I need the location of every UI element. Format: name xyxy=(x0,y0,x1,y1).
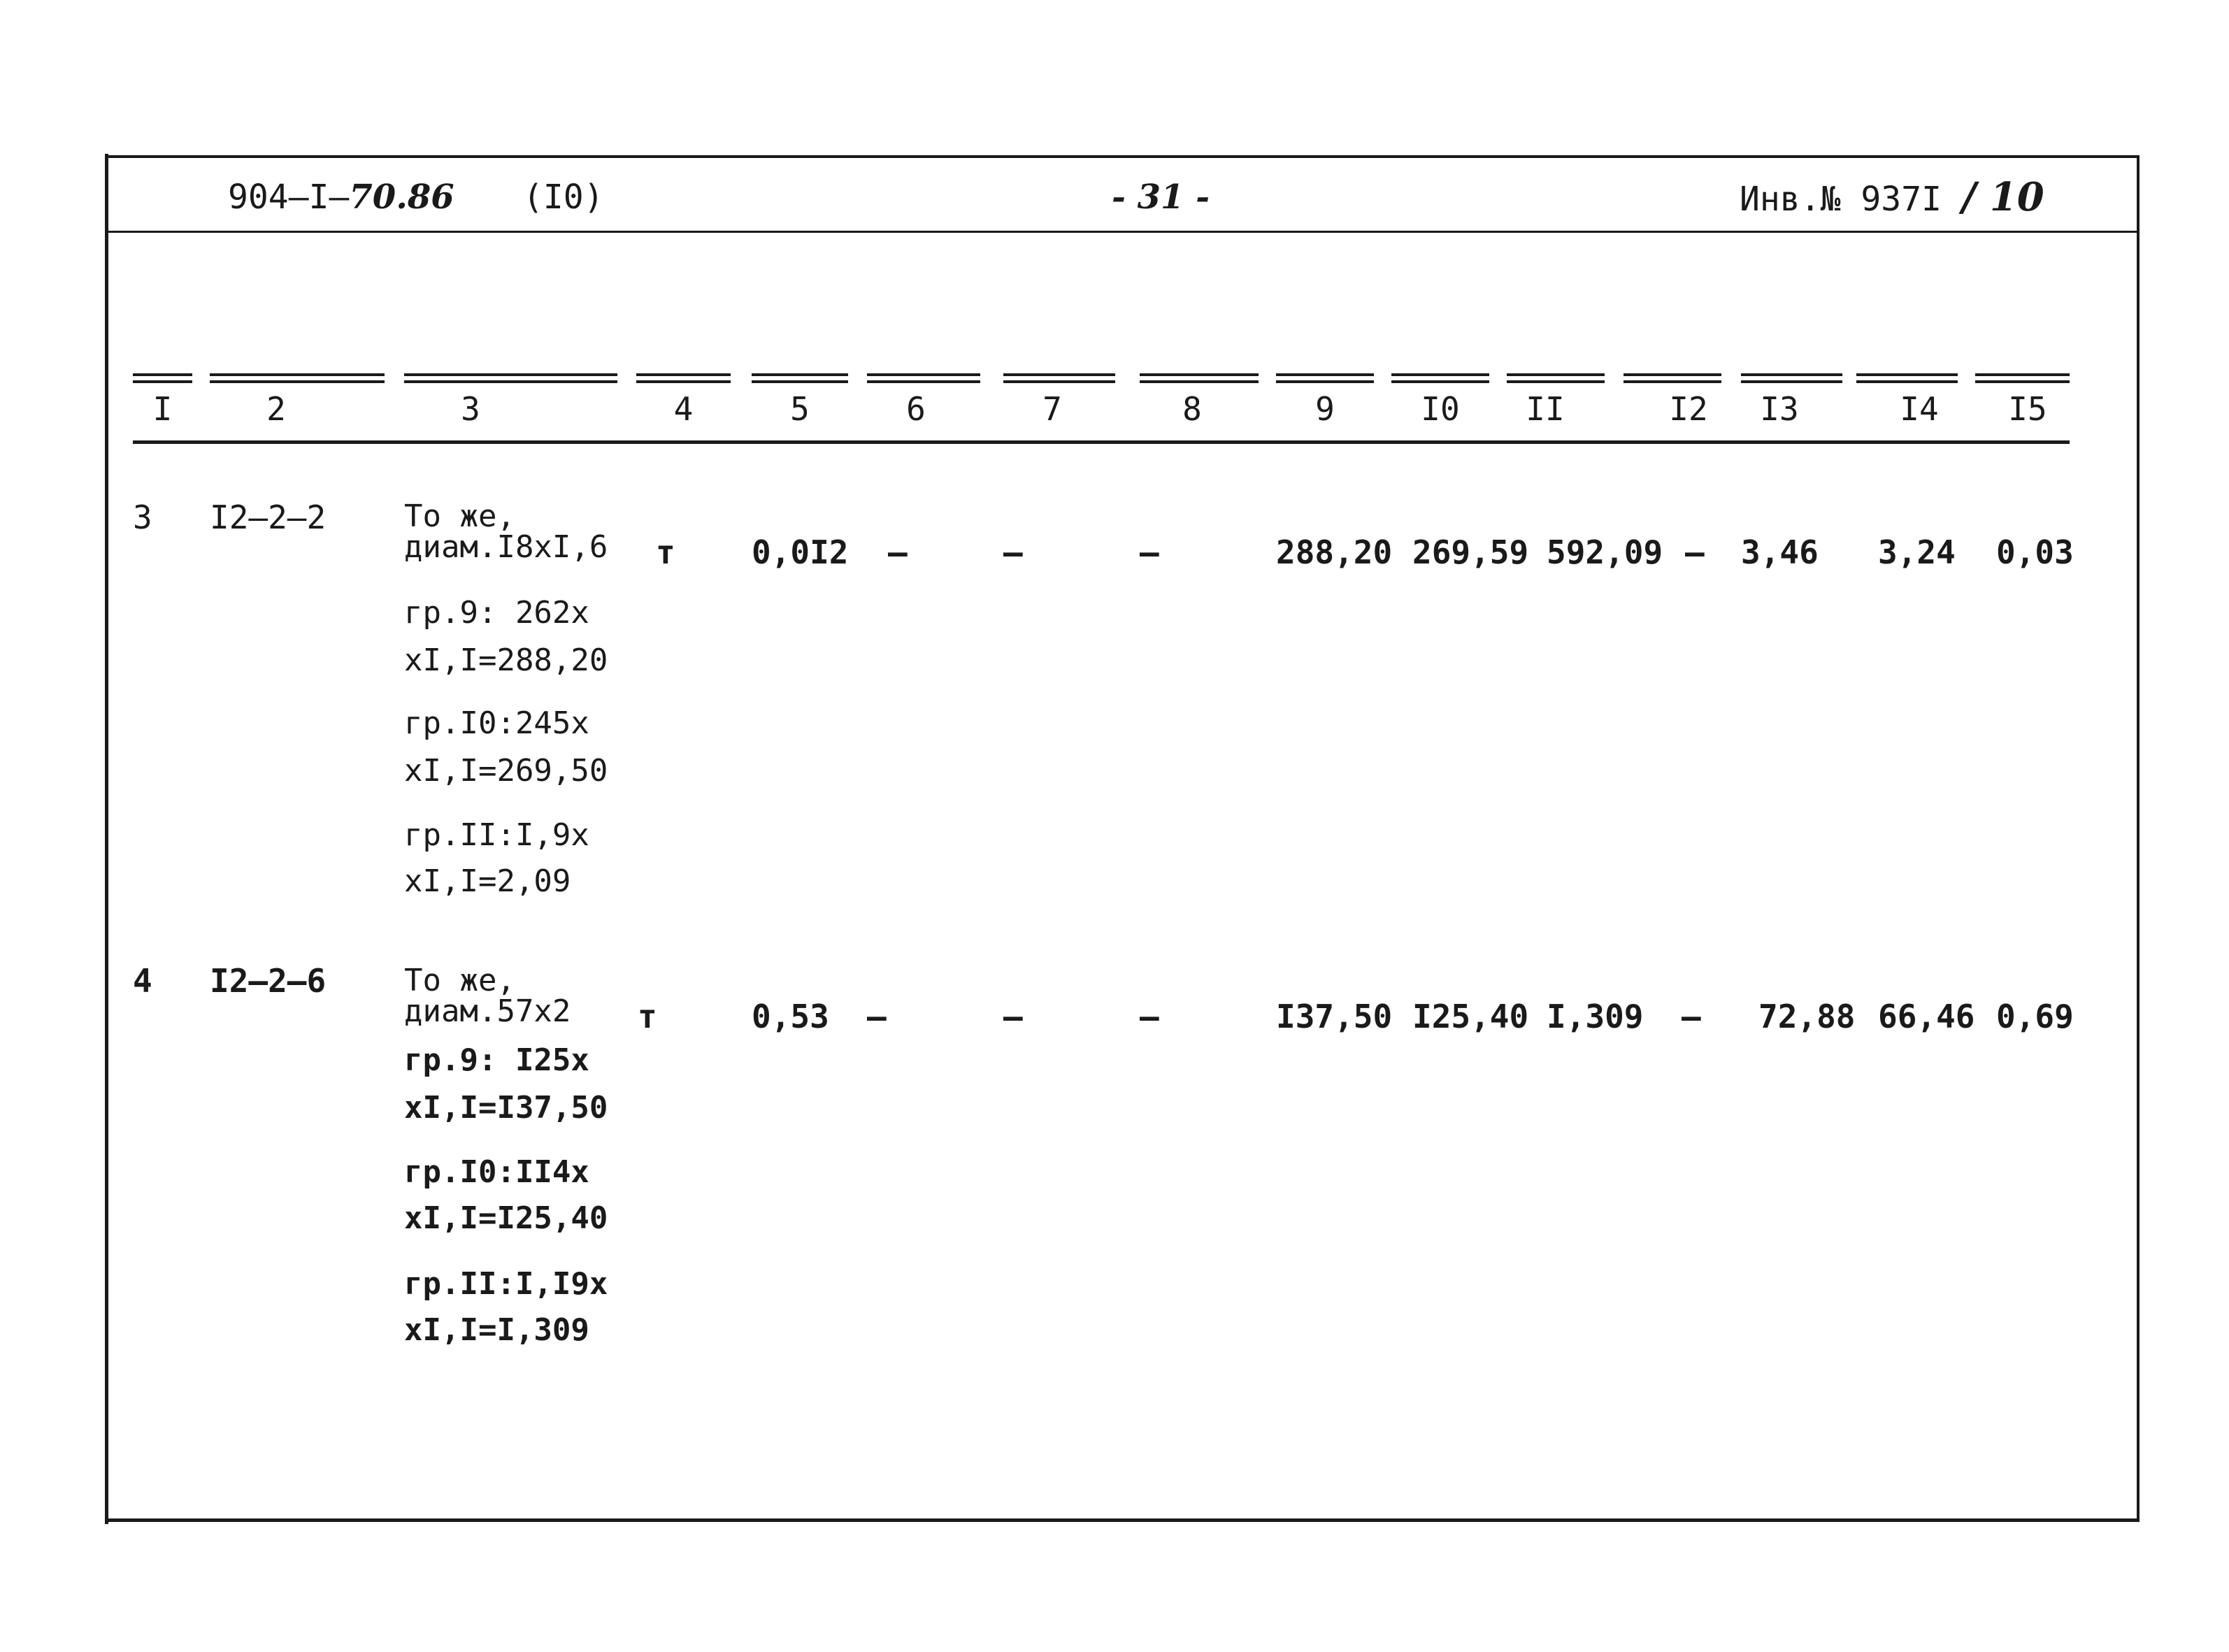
row-col-10: 269,59 xyxy=(1412,533,1529,571)
column-rule xyxy=(867,373,980,383)
column-number-8: 8 xyxy=(1182,390,1202,428)
row-desc-line: диам.I8xI,6 xyxy=(404,529,608,565)
row-desc-line: xI,I=I37,50 xyxy=(404,1090,608,1126)
row-number: 3 xyxy=(133,498,152,536)
row-col-12: – xyxy=(1682,998,1701,1035)
column-rule xyxy=(1856,373,1958,383)
column-number-9: 9 xyxy=(1315,390,1335,428)
row-desc-line: xI,I=2,09 xyxy=(404,863,571,899)
frame-left-border xyxy=(105,154,108,1524)
column-rule xyxy=(1975,373,2070,383)
doc-number-handwritten: 70.86 xyxy=(349,178,454,217)
frame-right-border xyxy=(2137,155,2140,1518)
doc-number-prefix: 904–I– xyxy=(228,178,350,217)
doc-number xyxy=(228,176,454,218)
column-rule xyxy=(752,373,848,383)
row-unit: т xyxy=(656,533,675,571)
column-rule xyxy=(1140,373,1259,383)
row-desc-line: xI,I=I25,40 xyxy=(404,1200,608,1236)
column-number-3: 3 xyxy=(461,390,480,428)
row-col-7: – xyxy=(1003,998,1023,1035)
column-rule xyxy=(133,373,192,383)
column-number-7: 7 xyxy=(1042,390,1062,428)
column-number-2: 2 xyxy=(266,390,286,428)
column-number-5: 5 xyxy=(790,390,810,428)
column-rule xyxy=(1276,373,1374,383)
row-col-6: – xyxy=(888,533,908,571)
row-col-15: 0,69 xyxy=(1996,998,2074,1035)
column-rule xyxy=(1741,373,1842,383)
row-qty: 0,0I2 xyxy=(752,533,849,571)
row-col-10: I25,40 xyxy=(1412,998,1529,1035)
inventory-label: Инв.№ 937I xyxy=(1740,180,1942,219)
column-number-10: I0 xyxy=(1421,390,1460,428)
row-col-14: 3,24 xyxy=(1878,533,1956,571)
row-col-15: 0,03 xyxy=(1996,533,2074,571)
row-code: I2–2–2 xyxy=(210,498,327,536)
column-number-11: II xyxy=(1526,390,1565,428)
column-rule xyxy=(210,373,385,383)
row-col-8: – xyxy=(1140,998,1159,1035)
section-number: (I0) xyxy=(523,178,604,217)
column-rule xyxy=(404,373,617,383)
inventory-number xyxy=(1740,176,2044,220)
row-col-11: I,309 xyxy=(1547,998,1644,1035)
column-rule xyxy=(1507,373,1605,383)
row-desc-line: гр.II:I,9x xyxy=(404,817,589,853)
row-qty: 0,53 xyxy=(752,998,829,1035)
row-desc-line: гр.II:I,I9x xyxy=(404,1266,608,1302)
row-desc-line: xI,I=I,309 xyxy=(404,1312,589,1348)
column-rule xyxy=(1003,373,1115,383)
column-rule xyxy=(1391,373,1489,383)
row-col-14: 66,46 xyxy=(1878,998,1975,1035)
inventory-suffix: / 10 xyxy=(1961,174,2044,220)
frame-top-border xyxy=(105,155,2140,158)
row-col-13: 3,46 xyxy=(1741,533,1819,571)
row-col-7: – xyxy=(1003,533,1023,571)
row-desc-line: гр.9: I25x xyxy=(404,1042,589,1078)
column-number-13: I3 xyxy=(1760,390,1799,428)
page-number: - 31 - xyxy=(1112,178,1210,217)
column-number-4: 4 xyxy=(673,390,694,428)
row-col-6: – xyxy=(867,998,887,1035)
row-col-12: – xyxy=(1685,533,1705,571)
column-number-6: 6 xyxy=(906,390,926,428)
row-col-11: 592,09 xyxy=(1547,533,1663,571)
row-desc-line: диам.57x2 xyxy=(404,993,571,1029)
row-unit: т xyxy=(638,998,657,1035)
header-bottom-rule xyxy=(133,440,2070,444)
column-number-12: I2 xyxy=(1669,390,1708,428)
row-desc-line: гр.I0:245x xyxy=(404,705,589,741)
row-col-9: I37,50 xyxy=(1276,998,1393,1035)
row-col-9: 288,20 xyxy=(1276,533,1393,571)
column-number-14: I4 xyxy=(1900,390,1939,428)
row-desc-line: xI,I=288,20 xyxy=(404,642,608,678)
row-number: 4 xyxy=(133,962,152,1000)
row-col-8: – xyxy=(1140,533,1159,571)
row-col-13: 72,88 xyxy=(1758,998,1856,1035)
row-desc-line: гр.I0:II4x xyxy=(404,1154,589,1190)
row-desc-line: xI,I=269,50 xyxy=(404,753,608,789)
column-rule xyxy=(1624,373,1721,383)
frame-bottom-border xyxy=(105,1518,2140,1522)
row-desc-line: То же, xyxy=(404,963,515,998)
row-code: I2–2–6 xyxy=(210,962,327,1000)
header-divider xyxy=(108,231,2137,233)
column-number-15: I5 xyxy=(2008,390,2047,428)
row-desc-line: То же, xyxy=(404,498,515,534)
row-desc-line: гр.9: 262x xyxy=(404,595,589,631)
column-number-1: I xyxy=(152,390,173,428)
column-rule xyxy=(636,373,731,383)
